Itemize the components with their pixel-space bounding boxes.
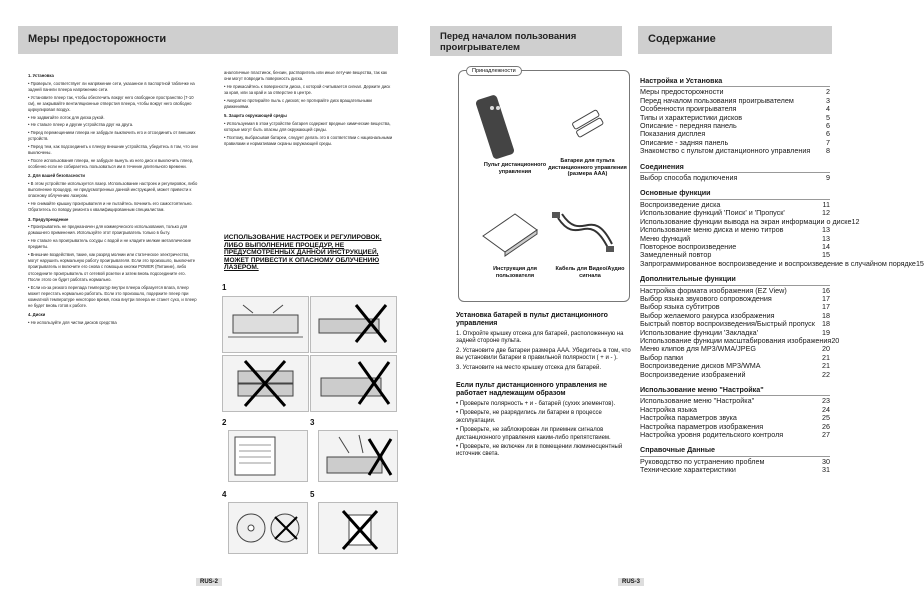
illustration-battery-disposal <box>318 502 398 554</box>
precaution-text: • Не ставьте плеер и другие устройства друг на друга. <box>28 122 134 128</box>
toc-entry-label: Типы и характеристики дисков <box>640 112 743 122</box>
precaution-text: • Проверьте, соответствует ли напряжение сети, указанное в паспортной табличке на задней панели плеера напряжению сети. <box>28 80 195 92</box>
figure-label-4: 4 <box>222 490 227 499</box>
toc-entry-page: 17 <box>822 302 830 312</box>
toc-entry-label: Меню клипов для MP3/WMA/JPEG <box>640 344 756 354</box>
toc-entry-page: 4 <box>826 104 830 114</box>
precaution-text: • После использования плеера, не забудьте вынуть из него диск и выключить плеер, особенно если не собираетесь пользоваться им в течение длительного времени. <box>28 157 194 170</box>
toc-entry-page: 22 <box>822 369 830 379</box>
toc-entry-page: 21 <box>822 361 830 371</box>
illustration-no-stacking <box>222 355 309 412</box>
toc-entry-label: Быстрый повтор воспроизведения/Быстрый пропуск <box>640 319 815 329</box>
right-page <box>420 0 924 595</box>
toc-entry[interactable] <box>640 371 830 379</box>
toc-entry-label: Настройка параметров изображения <box>640 421 764 431</box>
precaution-text: • Не используйте для чистки дисков средства <box>28 320 117 326</box>
toc-entry-label: Использование меню "Настройка" <box>640 396 755 406</box>
laser-warning: ИСПОЛЬЗОВАНИЕ НАСТРОЕК И РЕГУЛИРОВОК, ЛИБО ВЫПОЛНЕНИЕ ПРОЦЕДУР, НЕ ПРЕДУСМОТРЕННЫХ ДАННОЙ ИНСТРУКЦИЕЙ, МОЖЕТ ПРИВЕСТИ К ОПАСНОМУ ОБЛУЧЕНИЮ ЛАЗЕРОМ. <box>224 234 382 272</box>
remote-control-icon <box>472 92 532 162</box>
toc-entry-page: 8 <box>826 146 830 156</box>
toc-entry-label: Знакомство с пультом дистанционного управления <box>640 146 811 156</box>
toc-entry-page: 18 <box>822 319 830 329</box>
trouble-item-4: • Проверьте, не включен ли в помещении люминесцентный источник света. <box>456 444 623 458</box>
right-toc-header <box>638 26 832 54</box>
toc-entry-label: Технические характеристики <box>640 465 736 475</box>
toc-entry-label: Выбор языка субтитров <box>640 302 720 312</box>
precaution-heading: 3. Предупреждение <box>28 216 69 222</box>
toc-entry-label: Настройка языка <box>640 404 698 414</box>
toc-entry-label: Использование функции вывода на экран информации о диске <box>640 216 852 226</box>
figure-label-5: 5 <box>310 490 315 499</box>
toc-entry-label: Выбор папки <box>640 352 684 362</box>
toc-entry[interactable] <box>640 258 924 268</box>
toc-section-title: Соединения <box>640 163 830 173</box>
toc-entry-page: 15 <box>822 250 830 260</box>
left-page-number: RUS-2 <box>196 578 222 586</box>
toc-entry-page: 12 <box>822 208 830 218</box>
caption-manual: Инструкция для пользователя <box>493 266 537 279</box>
toc-entry-page: 25 <box>822 413 830 423</box>
illustration-label <box>228 430 308 482</box>
toc-entry-page: 20 <box>822 344 830 354</box>
figure-label-2: 2 <box>222 418 227 427</box>
illustration-no-blocking <box>310 296 397 353</box>
right-mid-header <box>430 26 622 56</box>
precautions-column-2 <box>224 70 394 149</box>
toc-entry-page: 14 <box>822 241 830 251</box>
battery-step-3: 3. Установите на место крышку отсека для батарей. <box>456 364 601 371</box>
toc-entry-label: Показания дисплея <box>640 129 706 139</box>
toc-entry-page: 26 <box>822 421 830 431</box>
caption-cable: Кабель для Видео/Аудио сигнала <box>555 266 625 279</box>
toc-entry-page: 6 <box>826 129 830 139</box>
toc-entry[interactable] <box>640 431 830 439</box>
toc-section-title: Использование меню "Настройка" <box>640 386 830 396</box>
trouble-item-1: • Проверьте полярность + и - батарей (сухих элементов). <box>456 401 616 408</box>
precaution-heading: 2. Для вашей безопасности <box>28 173 85 179</box>
toc-entry-label: Использование функции масштабирования изображения <box>640 335 832 345</box>
toc-entry-page: 16 <box>822 285 830 295</box>
precaution-text: аналогичные пластинок, бензин, растворитель или иные летучие вещества, так как они могут повредить поверхность диска. <box>224 70 387 82</box>
precautions-column-1 <box>28 70 198 328</box>
toc-entry-page: 19 <box>822 327 830 337</box>
illustration-disc-handling <box>228 502 308 554</box>
accessories-label: Принадлежности <box>466 66 522 76</box>
av-cable-icon <box>548 208 618 258</box>
toc-entry-page: 20 <box>831 335 840 345</box>
toc-entry-label: Описание - передняя панель <box>640 121 737 131</box>
toc-entry-label: Использование функции 'Закладка' <box>640 327 759 337</box>
toc-entry-page: 2 <box>826 87 830 97</box>
toc-entry-label: Воспроизведение диска <box>640 199 721 209</box>
toc-entry-label: Руководство по устранению проблем <box>640 456 765 466</box>
toc-entry-label: Воспроизведение дисков MP3/WMA <box>640 361 761 371</box>
toc-entry-page: 23 <box>822 396 830 406</box>
toc-entry-page: 27 <box>822 430 830 440</box>
trouble-title: Если пульт дистанционного управления не работает надлежащим образом <box>456 382 608 398</box>
toc-entry-label: Выбор языка звукового сопровождения <box>640 293 772 303</box>
left-page-title: Меры предосторожности <box>28 33 167 45</box>
toc-entry-label: Выбор способа подключения <box>640 173 738 183</box>
illustration-no-objects <box>310 355 397 412</box>
trouble-item-3: • Проверьте, не заблокирован ли приемник сигналов дистанционного управления каким-либо препятствием. <box>456 427 611 441</box>
toc-entry-page: 7 <box>826 137 830 147</box>
toc-entry-page: 18 <box>822 310 830 320</box>
illustration-no-liquid <box>318 430 398 482</box>
toc-entry-page: 15 <box>915 258 924 268</box>
battery-installation <box>456 312 631 461</box>
toc-entry-label: Особенности проигрывателя <box>640 104 737 114</box>
precaution-text: • Установите плеер так, чтобы обеспечить вокруг него свободное пространство (7-10 см), не закрывайте вентиляционные отверстия плеера, чтобы вокруг него свободно циркулировал воздух. <box>28 94 194 113</box>
toc-entry[interactable] <box>640 174 830 182</box>
toc-entry-label: Воспроизведение изображений <box>640 369 746 379</box>
battery-step-2: 2. Установите две батареи размера AAA. Убедитесь в том, что вы установили батареи в правильной полярности ( + и - ). <box>456 347 631 362</box>
right-page-number: RUS-3 <box>618 578 644 586</box>
toc-entry-page: 3 <box>826 95 830 105</box>
caption-batteries: Батареи для пульта дистанционного управления (размера AAA) <box>548 158 627 177</box>
batteries-icon <box>568 108 608 138</box>
precaution-text: • Не ставьте на проигрыватель сосуды с водой и не кладите мелкие металлические предметы. <box>28 238 192 250</box>
manual-book-icon <box>475 208 545 258</box>
battery-step-1: 1. Откройте крышку отсека для батарей, расположенную на задней стороне пульта. <box>456 331 624 345</box>
precaution-text: • Используемая в этом устройстве батарея содержит вредные химические вещества, которые могут быть опасны для окружающей среды. <box>224 120 391 133</box>
precaution-text: • В этом устройстве используется лазер. Использование настроек и регулировок, либо выполнение процедур, не предусмотренных данной инструкцией, может привести к опасному облучению лазером. <box>28 181 198 199</box>
left-page <box>0 0 420 595</box>
toc-entry-page: 5 <box>826 112 830 122</box>
precaution-text: • Не задвигайте лоток для диска рукой. <box>28 114 105 120</box>
left-header-bar <box>18 26 398 54</box>
toc-section-title: Справочные Данные <box>640 446 830 456</box>
toc-entry-page: 17 <box>822 293 830 303</box>
precaution-text: • Если из-за резкого перепада температур внутри плеера образуется влага, плеер может перестать нормально работать. Если это произошло, подержите плеер при комнатной температуре некоторое время, пока внутри плеера не станет сухо, и плеер не будет вновь готов к работе. <box>28 284 197 309</box>
toc-entry-page: 12 <box>851 216 860 226</box>
toc-entry-page: 21 <box>822 352 830 362</box>
toc-entry-page: 13 <box>822 225 830 235</box>
toc-entry-label: Повторное воспроизведение <box>640 241 737 251</box>
precaution-text: • Перед тем, как подсоединить к плееру внешние устройства, убедитесь в том, что они выключены. <box>28 144 198 156</box>
toc-entry-label: Настройка параметров звука <box>640 413 737 423</box>
precaution-heading: 4. Диски <box>28 312 46 318</box>
caption-remote: Пульт дистанционного управления <box>483 162 547 175</box>
toc-section-title: Основные функции <box>640 189 830 199</box>
toc-entry-label: Использование меню диска и меню титров <box>640 225 784 235</box>
toc-entry-label: Использование функций 'Поиск' и 'Пропуск' <box>640 208 785 218</box>
precaution-text: • Не прикасайтесь к поверхности диска, с которой считывается сигнал. Держите диск за края, или за край и за отверстие в центре. <box>224 83 391 96</box>
precaution-text: • Перед перемещением плеера не забудьте выключить его и отсоединить от внешних устройств. <box>28 130 196 142</box>
precaution-text: • Не снимайте крышку проигрывателя и не пытайтесь починить его самостоятельно. Обратитесь по поводу ремонта к квалифицированным специалистам. <box>28 201 193 213</box>
precaution-heading: 1. Установка <box>28 73 54 78</box>
toc-entry-label: Меры предосторожности <box>640 87 724 97</box>
precaution-text: • Внешние воздействия, такие, как разряд молнии или статическое электричество, могут нарушить нормальную работу проигрывателя. Если это произошло, выключите проигрыватель и включите его снова с помощью кнопки POWER (Питание), либо отсоедините проигрыватель от сетевой розетки и затем вновь подсоедините его. После этого он будет работать нормально. <box>28 252 196 282</box>
illustration-ventilation <box>222 296 309 353</box>
toc-entry-label: Запрограммированное воспроизведение и воспроизведение в случайном порядке <box>640 258 916 268</box>
toc-title: Содержание <box>648 33 716 45</box>
precaution-text: • Проигрыватель не предназначен для коммерческого использования, только для домашнего применения. Используйте этот проигрыватель только в быту. <box>28 224 188 236</box>
toc-entry[interactable] <box>640 147 830 155</box>
toc-entry-page: 11 <box>822 199 830 209</box>
table-of-contents <box>640 70 924 475</box>
toc-entry-page: 30 <box>822 456 830 466</box>
toc-entry-page: 13 <box>822 233 830 243</box>
precaution-heading: 5. Защита окружающей среды <box>224 113 287 119</box>
figure-label-1: 1 <box>222 283 227 292</box>
toc-entry-page: 31 <box>822 465 830 475</box>
toc-entry-page: 9 <box>826 173 830 183</box>
precaution-text: • Аккуратно протирайте пыль с дисков; не протирайте диск вращательными движениями. <box>224 97 372 110</box>
toc-section-title: Настройка и Установка <box>640 77 830 87</box>
before-use-title: Перед началом пользования проигрывателем <box>440 31 577 53</box>
toc-entry-page: 6 <box>826 121 830 131</box>
toc-entry[interactable] <box>640 466 830 474</box>
toc-entry-label: Описание - задняя панель <box>640 137 729 147</box>
toc-entry-label: Меню функций <box>640 233 691 243</box>
toc-entry-label: Настройка формата изображения (EZ View) <box>640 285 787 295</box>
toc-entry-label: Настройка уровня родительского контроля <box>640 430 784 440</box>
toc-entry-label: Выбор желаемого ракурса изображения <box>640 310 775 320</box>
figure-label-3: 3 <box>310 418 315 427</box>
toc-entry-label: Перед началом пользования проигрывателем <box>640 95 794 105</box>
toc-entry-page: 24 <box>822 404 830 414</box>
trouble-item-2: • Проверьте, не разрядились ли батареи в процессе эксплуатации. <box>456 410 602 424</box>
battery-title: Установка батарей в пульт дистанционного управления <box>456 312 608 327</box>
precaution-text: • Поэтому, выбрасывая батареи, следует делать это в соответствии с национальными правилами и нормативами охраны окружающей среды. <box>224 134 393 147</box>
toc-section-title: Дополнительные функции <box>640 275 830 285</box>
toc-entry-label: Замедленный повтор <box>640 250 712 260</box>
